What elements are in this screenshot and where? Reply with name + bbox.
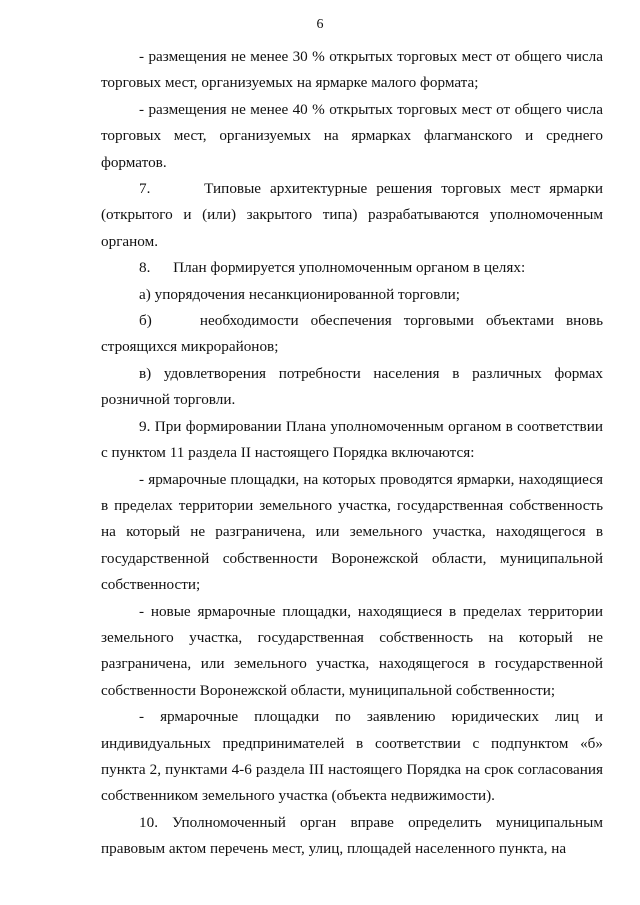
paragraph-10: - новые ярмарочные площадки, находящиеся в пределах территории земельного участка, государственная собственность на который не разграничена, или земельного участка, находящегося в государственной собственности Воронежской области, муниципальной собственности; (101, 602, 603, 699)
document-body (101, 44, 603, 863)
page-number: 6 (316, 17, 324, 32)
paragraph-12: 10. Уполномоченный орган вправе определить муниципальным правовым актом перечень мест, улиц, площадей населенного пункта, на (101, 813, 603, 858)
paragraph-9: - ярмарочные площадки, на которых проводятся ярмарки, находящиеся в пределах территории земельного участка, государственная собственность на который не разграничена, или земельного участка, находящегося в государственной собственности Воронежской области, муниципальной собственности; (101, 470, 603, 594)
paragraph-1: - размещения не менее 30 % открытых торговых мест от общего числа торговых мест, организуемых на ярмарке малого формата; (101, 48, 603, 92)
paragraph-11: - ярмарочные площадки по заявлению юридических лиц и индивидуальных предпринимателей в соответствии с подпунктом «б» пункта 2, пунктами 4-6 раздела III настоящего Порядка на срок согласования собственником земельного участка (объекта недвижимости). (101, 708, 603, 805)
paragraph-2: - размещения не менее 40 % открытых торговых мест от общего числа торговых мест, организуемых на ярмарках флагманского и среднего форматов. (101, 100, 603, 171)
paragraph-7: в) удовлетворения потребности населения в различных формах розничной торговли. (101, 364, 603, 409)
paragraph-5: а) упорядочения несанкционированной торговли; (139, 285, 460, 303)
paragraph-8: 9. При формировании Плана уполномоченным органом в соответствии с пунктом 11 раздела II настоящего Порядка включаются: (101, 417, 603, 462)
paragraph-4: 8. План формируется уполномоченным органом в целях: (139, 259, 526, 277)
paragraph-6: б) необходимости обеспечения торговыми объектами вновь строящихся микрорайонов; (101, 312, 603, 356)
paragraph-3: 7. Типовые архитектурные решения торговых мест ярмарки (открытого и (или) закрытого типа) разрабатываются уполномоченным органом. (101, 180, 603, 250)
